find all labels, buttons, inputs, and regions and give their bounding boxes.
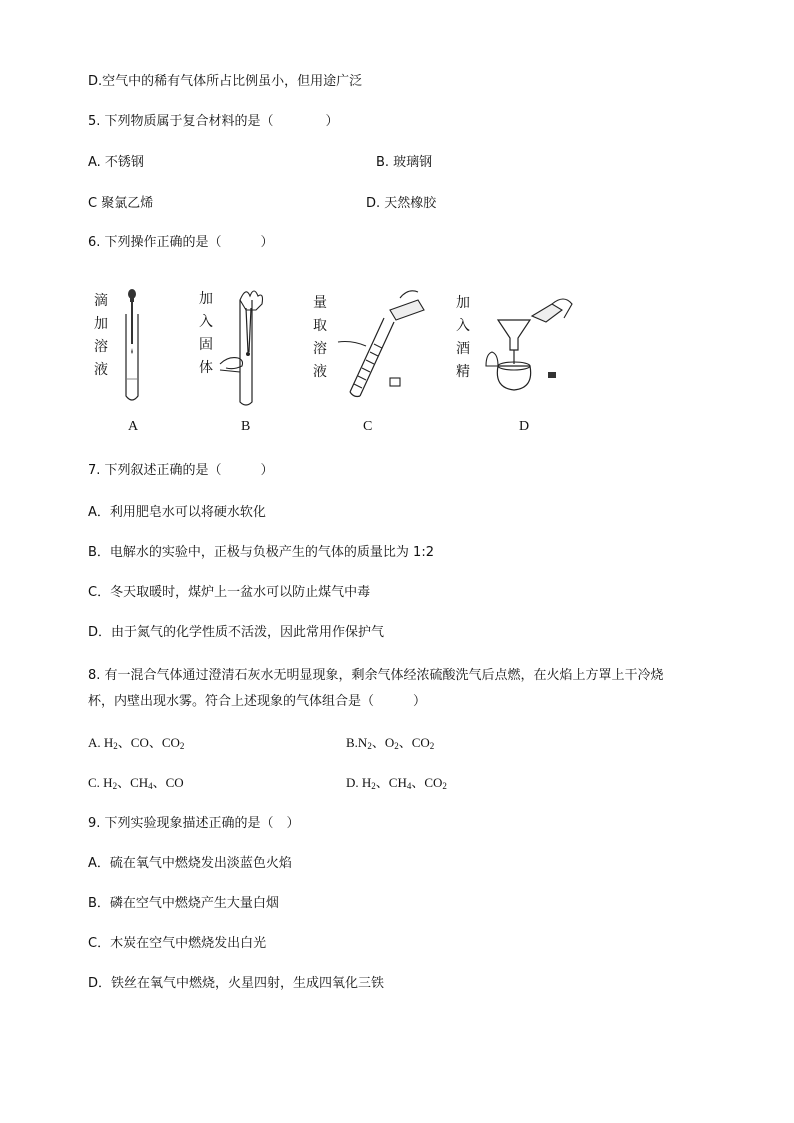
alcohol-lamp-drawing <box>476 284 581 402</box>
figure-option-b: B <box>241 419 251 434</box>
label-d: 加 入 酒 精 <box>456 295 470 380</box>
q5-option-b: B. 玻璃钢 <box>376 155 433 170</box>
label-a: 滴 加 溶 液 <box>94 293 108 378</box>
question-8-line2: 杯，内壁出现水雾。符合上述现象的气体组合是（ ） <box>88 694 427 709</box>
solid-addition-drawing <box>218 278 288 408</box>
figure-option-d: D <box>519 419 530 434</box>
q5-option-c: C 聚氯乙烯 <box>88 196 154 211</box>
label-c: 量 取 溶 液 <box>313 295 327 380</box>
q6-figure <box>88 284 608 434</box>
question-8-line1: 8. 有一混合气体通过澄清石灰水无明显现象，剩余气体经浓硫酸洗气后点燃，在火焰上方罩上干冷烧 <box>88 668 664 683</box>
question-6: 6. 下列操作正确的是（ ） <box>88 235 274 250</box>
q7-option-c: C．冬天取暖时，煤炉上一盆水可以防止煤气中毒 <box>88 585 371 600</box>
q4-option-d: D.空气中的稀有气体所占比例虽小，但用途广泛 <box>88 74 363 89</box>
q8-option-d: D. $H_2$、$CH_4$、$CO_2$ <box>346 775 447 791</box>
figure-option-a: A <box>128 419 139 434</box>
q5-option-d: D. 天然橡胶 <box>366 196 437 211</box>
figure-option-c: C <box>363 419 373 434</box>
dropper-drawing <box>118 284 154 406</box>
q5-option-a: A. 不锈钢 <box>88 155 144 170</box>
measuring-cylinder-drawing <box>336 280 431 405</box>
q7-option-a: A．利用肥皂水可以将硬水软化 <box>88 505 266 520</box>
label-b: 加 入 固 体 <box>199 291 213 376</box>
q9-option-a: A．硫在氧气中燃烧发出淡蓝色火焰 <box>88 856 292 871</box>
q9-option-c: C．木炭在空气中燃烧发出白光 <box>88 936 267 951</box>
question-5: 5. 下列物质属于复合材料的是（ ） <box>88 114 339 129</box>
q7-option-d: D．由于氮气的化学性质不活泼，因此常用作保护气 <box>88 625 385 640</box>
q8-option-a: A. $H_2$、CO、$CO_2$ <box>88 735 185 751</box>
question-9: 9. 下列实验现象描述正确的是（ ） <box>88 816 300 831</box>
q8-option-b: $B.N_2$、$O_2$、$CO_2$ <box>346 735 435 751</box>
q8-option-c: C. $H_2$、$CH_4$、CO <box>88 775 184 791</box>
q7-option-b: B．电解水的实验中，正极与负极产生的气体的质量比为 1:2 <box>88 545 434 560</box>
q9-option-b: B．磷在空气中燃烧产生大量白烟 <box>88 896 279 911</box>
question-7: 7. 下列叙述正确的是（ ） <box>88 463 274 478</box>
q9-option-d: D．铁丝在氧气中燃烧，火星四射，生成四氧化三铁 <box>88 976 385 991</box>
